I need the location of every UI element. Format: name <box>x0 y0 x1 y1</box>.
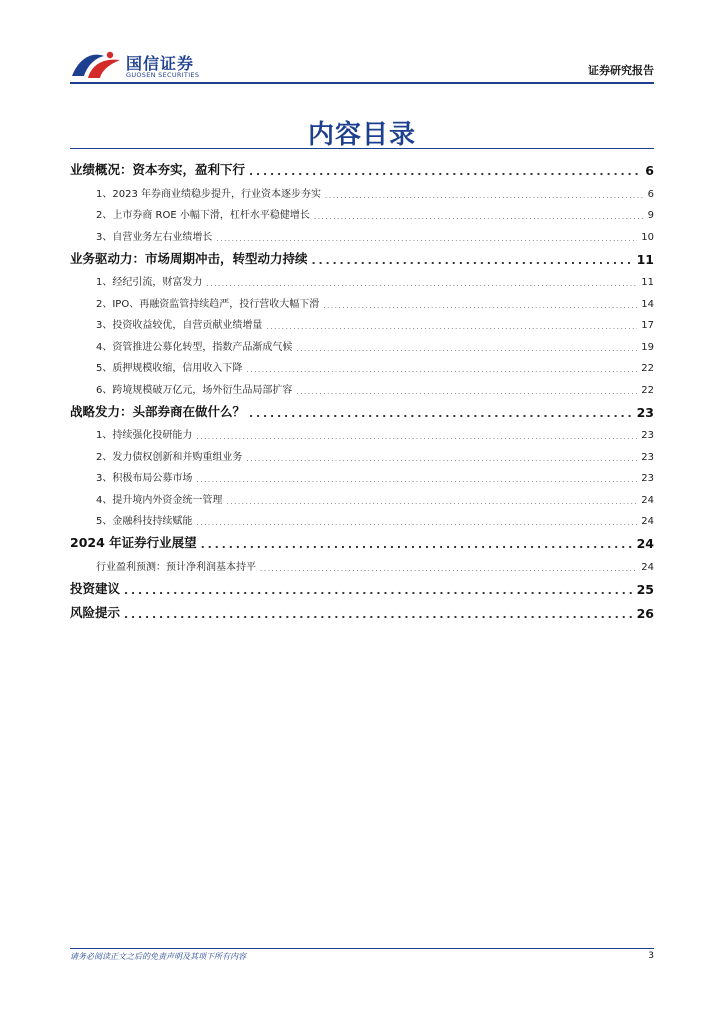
toc-entry-label: 1、持续强化投研能力 <box>96 430 193 441</box>
toc-subsection-entry[interactable] <box>70 506 654 528</box>
toc-entry-label: 战略发力：头部券商在做什么？ <box>70 403 246 419</box>
toc-subsection-entry[interactable] <box>70 441 654 463</box>
toc-dot-leader <box>323 302 637 310</box>
toc-subsection-entry[interactable] <box>70 420 654 442</box>
toc-entry-page: 26 <box>636 605 654 621</box>
toc-dot-leader <box>246 455 637 463</box>
toc-section-entry[interactable] <box>70 527 654 551</box>
toc-section-entry[interactable] <box>70 396 654 420</box>
toc-entry-page: 14 <box>641 298 654 310</box>
toc-entry-label: 4、提升境内外资金统一管理 <box>96 494 223 506</box>
toc-entry-label: 3、自营业务左右业绩增长 <box>96 231 213 243</box>
toc-section-entry[interactable] <box>70 243 654 267</box>
toc-subsection-entry[interactable] <box>70 463 654 485</box>
toc-entry-page: 10 <box>641 231 654 243</box>
toc-entry-label: 2、IPO、再融资监管持续趋严，投行营收大幅下滑 <box>96 298 320 310</box>
report-type-label: 证券研究报告 <box>588 64 654 77</box>
toc-dot-leader <box>124 584 633 597</box>
toc-entry-page: 11 <box>641 277 654 288</box>
toc-subsection-entry[interactable] <box>70 374 654 396</box>
logo-chinese-name: 国信证券 <box>126 54 195 73</box>
toc-dot-leader <box>246 366 637 374</box>
toc-dot-leader <box>314 213 644 221</box>
table-of-contents <box>70 154 654 621</box>
toc-entry-label: 业务驱动力：市场周期冲击，转型动力持续 <box>70 250 308 266</box>
toc-title: 内容目录 <box>307 120 416 150</box>
logo-english-name: GUOSEN SECURITIES <box>126 71 200 79</box>
toc-dot-leader <box>266 323 637 331</box>
toc-dot-leader <box>296 388 637 396</box>
toc-entry-page: 17 <box>641 320 654 331</box>
toc-subsection-entry[interactable] <box>70 267 654 289</box>
toc-dot-leader <box>325 192 644 200</box>
footer-disclaimer: 请务必阅读正文之后的免责声明及其项下所有内容 <box>70 952 246 961</box>
page-number: 3 <box>648 951 654 961</box>
toc-dot-leader <box>216 235 637 243</box>
toc-subsection-entry[interactable] <box>70 178 654 200</box>
toc-subsection-entry[interactable] <box>70 551 654 573</box>
toc-dot-leader <box>226 498 637 506</box>
toc-section-entry[interactable] <box>70 573 654 597</box>
toc-subsection-entry[interactable] <box>70 353 654 375</box>
toc-entry-label: 6、跨境规模破万亿元，场外衍生品局部扩容 <box>96 384 293 396</box>
toc-dot-leader <box>249 407 633 420</box>
company-logo <box>70 48 280 82</box>
toc-entry-page: 19 <box>641 341 654 353</box>
toc-entry-page: 23 <box>641 451 654 463</box>
toc-entry-label: 1、2023 年券商业绩稳步提升，行业资本逐步夯实 <box>96 188 321 200</box>
toc-title-divider <box>70 148 654 149</box>
toc-entry-page: 24 <box>641 494 654 506</box>
toc-entry-page: 6 <box>645 163 654 178</box>
toc-entry-page: 24 <box>641 561 654 573</box>
toc-entry-label: 风险提示 <box>70 604 121 620</box>
toc-dot-leader <box>196 433 637 441</box>
toc-dot-leader <box>260 565 637 573</box>
toc-entry-page: 24 <box>636 536 654 551</box>
toc-entry-page: 22 <box>641 384 654 396</box>
toc-subsection-entry[interactable] <box>70 288 654 310</box>
toc-dot-leader <box>201 538 633 551</box>
page-header <box>70 48 654 84</box>
toc-dot-leader <box>196 476 637 484</box>
guosen-logo-icon <box>70 50 122 80</box>
toc-entry-page: 25 <box>636 581 654 597</box>
toc-entry-label: 行业盈利预测：预计净利润基本持平 <box>96 561 256 573</box>
toc-subsection-entry[interactable] <box>70 484 654 506</box>
toc-entry-page: 22 <box>641 363 654 374</box>
toc-entry-page: 23 <box>641 473 654 484</box>
toc-entry-label: 业绩概况：资本夯实，盈利下行 <box>70 162 246 177</box>
toc-dot-leader <box>296 345 637 353</box>
toc-dot-leader <box>312 254 633 267</box>
toc-entry-label: 投资建议 <box>70 580 121 596</box>
toc-entry-label: 5、质押规模收缩，信用收入下降 <box>96 363 243 374</box>
footer-divider <box>70 948 654 949</box>
toc-section-entry[interactable] <box>70 597 654 621</box>
toc-entry-label: 1、经纪引流，财富发力 <box>96 277 203 288</box>
toc-entry-label: 4、资管推进公募化转型，指数产品渐成气候 <box>96 341 293 353</box>
toc-entry-page: 23 <box>636 404 654 420</box>
toc-entry-page: 6 <box>647 188 654 200</box>
toc-entry-label: 5、金融科技持续赋能 <box>96 516 193 527</box>
header-divider <box>70 82 654 84</box>
toc-dot-leader <box>196 519 637 527</box>
toc-entry-page: 11 <box>636 251 654 267</box>
toc-entry-page: 24 <box>641 516 654 527</box>
toc-entry-label: 2、发力债权创新和并购重组业务 <box>96 451 243 463</box>
toc-dot-leader <box>249 165 641 178</box>
toc-dot-leader <box>206 280 637 288</box>
toc-subsection-entry[interactable] <box>70 331 654 353</box>
toc-subsection-entry[interactable] <box>70 310 654 332</box>
toc-entry-page: 23 <box>641 430 654 441</box>
toc-subsection-entry[interactable] <box>70 221 654 243</box>
toc-entry-label: 3、投资收益较优，自营贡献业绩增量 <box>96 320 263 331</box>
toc-entry-page: 9 <box>647 210 654 221</box>
toc-entry-label: 2、上市券商 ROE 小幅下滑，杠杆水平稳健增长 <box>96 210 310 221</box>
toc-section-entry[interactable] <box>70 154 654 178</box>
toc-entry-label: 3、积极布局公募市场 <box>96 473 193 484</box>
toc-dot-leader <box>124 608 633 621</box>
toc-subsection-entry[interactable] <box>70 200 654 222</box>
toc-entry-label: 2024 年证券行业展望 <box>70 535 197 550</box>
